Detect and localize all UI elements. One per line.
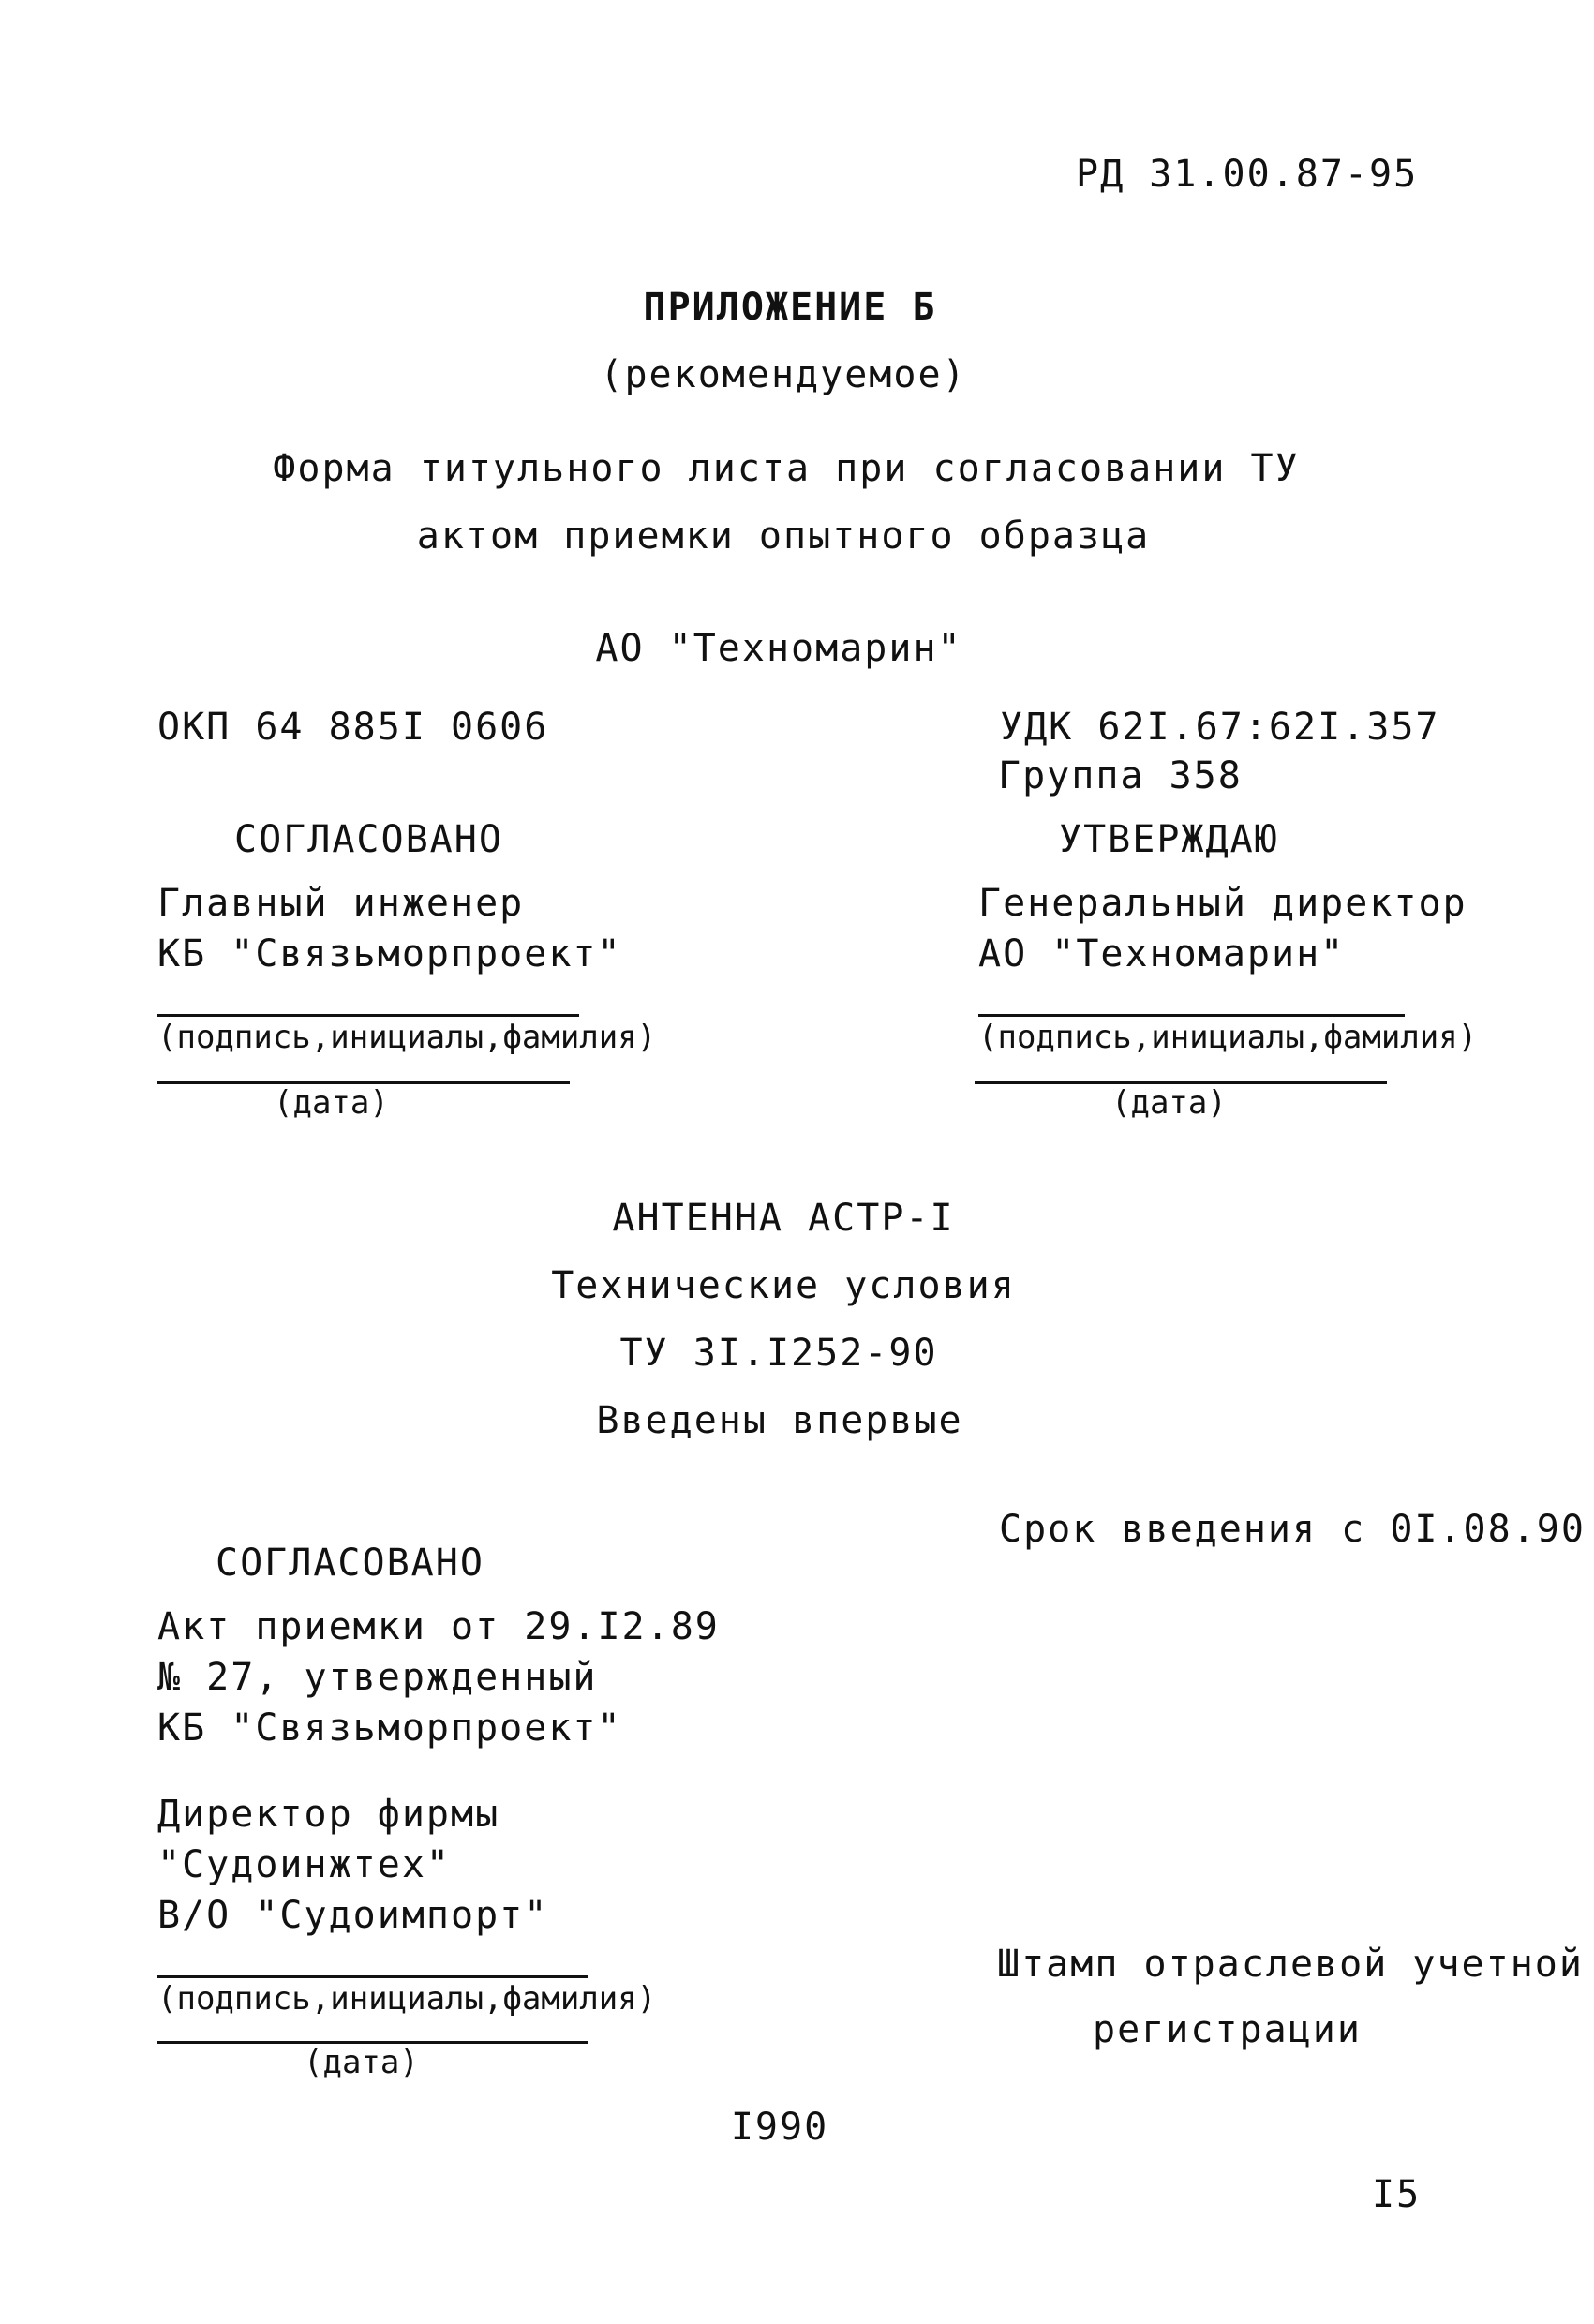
signature-line — [157, 1014, 579, 1017]
product-name: АНТЕННА АСТР-I — [612, 1197, 955, 1240]
approve-organization: АО "Техномарин" — [978, 932, 1346, 976]
document-code: РД 31.00.87-95 — [1076, 153, 1419, 196]
director-association: В/О "Судоимпорт" — [157, 1894, 549, 1937]
okp-code: ОКП 64 885I 0606 — [157, 706, 549, 749]
introduced-note: Введены впервые — [596, 1399, 963, 1442]
tu-number: ТУ 3I.I252-90 — [619, 1332, 938, 1375]
signature-caption: (подпись,инициалы,фамилия) — [157, 1019, 657, 1056]
act-organization: КБ "Связьморпроект" — [157, 1706, 622, 1750]
act-number: № 27, утвержденный — [157, 1656, 598, 1699]
appendix-subtitle-line1: Форма титульного листа при согласовании ТУ — [273, 447, 1300, 490]
signature-caption: (подпись,инициалы,фамилия) — [157, 1980, 657, 2018]
appendix-status: (рекомендуемое) — [600, 353, 967, 396]
organization-name: АО "Техномарин" — [595, 627, 962, 670]
approve-heading: УТВЕРЖДАЮ — [1059, 818, 1279, 861]
year: I990 — [730, 2106, 829, 2149]
agreed-organization: КБ "Связьморпроект" — [157, 932, 622, 976]
effective-date: Срок введения с 0I.08.90 — [999, 1508, 1586, 1551]
date-caption: (дата) — [1111, 1084, 1227, 1122]
director-position: Директор фирмы — [157, 1793, 500, 1836]
stamp-note-line1: Штамп отраслевой учетной — [997, 1943, 1584, 1986]
agreed-position: Главный инженер — [157, 882, 525, 925]
page-number: I5 — [1372, 2173, 1422, 2216]
group-number: Группа 358 — [998, 754, 1243, 797]
signature-line — [978, 1014, 1405, 1017]
stamp-note-line2: регистрации — [1093, 2008, 1362, 2051]
date-caption: (дата) — [274, 1084, 389, 1122]
agreed-heading: СОГЛАСОВАНО — [234, 818, 503, 861]
director-company: "Судоинжтех" — [157, 1843, 451, 1886]
approve-position: Генеральный директор — [978, 882, 1467, 925]
agreed-heading: СОГЛАСОВАНО — [216, 1542, 484, 1585]
signature-caption: (подпись,инициалы,фамилия) — [978, 1019, 1478, 1056]
document-type: Технические условия — [551, 1264, 1016, 1307]
appendix-subtitle-line2: актом приемки опытного образца — [416, 514, 1151, 558]
appendix-title: ПРИЛОЖЕНИЕ Б — [643, 286, 937, 329]
acceptance-act: Акт приемки от 29.I2.89 — [157, 1605, 720, 1648]
date-caption: (дата) — [304, 2044, 419, 2081]
udk-code: УДК 62I.67:62I.357 — [1000, 706, 1440, 749]
signature-line — [157, 1975, 588, 1978]
